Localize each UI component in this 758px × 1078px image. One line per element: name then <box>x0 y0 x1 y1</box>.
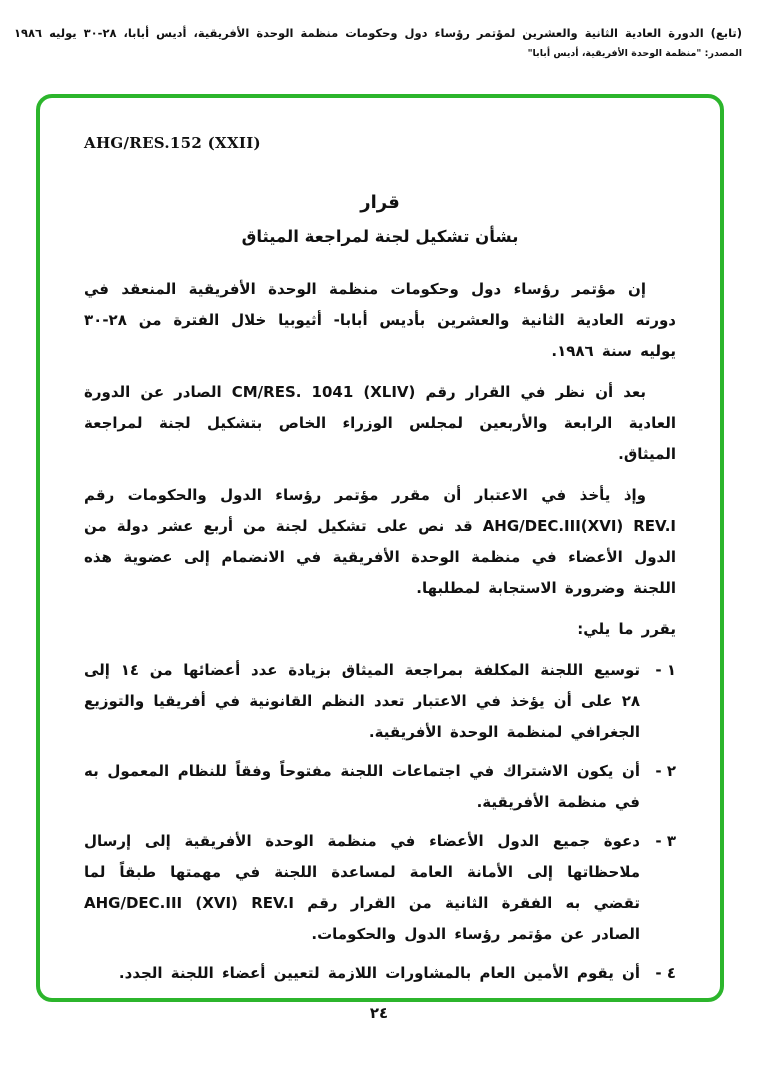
preamble-paragraph: بعد أن نظر في القرار رقم ‎CM/RES. 1041 (XLIV)‎ الصادر عن الدورة العادية الرابعة والأربعين لمجلس الوزراء الخاص بتشكيل لجنة لمراجعة الميثاق. <box>84 383 676 463</box>
item-number: ٢ - <box>655 762 676 780</box>
resolution-subtitle: بشأن تشكيل لجنة لمراجعة الميثاق <box>241 227 519 246</box>
resolution-title: قرار <box>360 192 400 213</box>
item-text: أن يقوم الأمين العام بالمشاورات اللازمة لتعيين أعضاء اللجنة الجدد. <box>118 964 640 982</box>
resolution-item <box>84 958 676 989</box>
resolution-reference: AHG/RES.152 (XXII) <box>84 134 261 152</box>
item-text: توسيع اللجنة المكلفة بمراجعة الميثاق بزيادة عدد أعضائها من ١٤ إلى ٢٨ على أن يؤخذ في الاعتبار تعدد النظم القانونية في أفريقيا والتوزيع الجغرافي لمنظمة الوحدة الأفريقية. <box>84 661 641 741</box>
preamble-paragraph: وإذ يأخذ في الاعتبار أن مقرر مؤتمر رؤساء الدول والحكومات رقم ‎AHG/DEC.III(XVI) REV.I‎ قد نص على تشكيل لجنة من أربع عشر دولة من الدول الأعضاء في منظمة الوحدة الأفريقية في الانضمام إلى عضوية هذه اللجنة وضرورة الاستجابة لمطلبها. <box>84 486 676 597</box>
document-frame <box>36 94 724 1002</box>
resolution-item <box>84 756 676 818</box>
resolution-item <box>84 655 676 748</box>
resolution-body <box>84 274 676 989</box>
item-text: دعوة جميع الدول الأعضاء في منظمة الوحدة الأفريقية إلى إرسال ملاحظاتها إلى الأمانة العامة لمساعدة اللجنة في مهمتها طبقاً لما تقضي به الفقرة الثانية من القرار رقم ‎AHG/DEC.III (XVI) REV.I‎ الصادر عن مؤتمر رؤساء الدول والحكومات. <box>84 832 640 943</box>
preamble-paragraph: إن مؤتمر رؤساء دول وحكومات منظمة الوحدة الأفريقية المنعقد في دورته العادية الثانية والعشرين بأديس أبابا- أثيوبيا خلال الفترة من ٢٨-٣٠ يوليه سنة ١٩٨٦. <box>84 280 676 360</box>
decides-line: يقرر ما يلي: <box>577 620 676 638</box>
header-source: المصدر: "منظمة الوحدة الأفريقية، أديس أبابا" <box>527 48 742 59</box>
item-number: ١ - <box>655 661 676 679</box>
page-footer <box>0 1003 758 1022</box>
page-number: ٢٤ <box>369 1004 389 1022</box>
item-number: ٤ - <box>655 964 676 982</box>
resolution-item <box>84 826 676 950</box>
item-text: أن يكون الاشتراك في اجتماعات اللجنة مفتوحاً وفقاً للنظام المعمول به في منظمة الأفريقية. <box>84 762 640 811</box>
header-citation: (تابع) الدورة العادية الثانية والعشرين لمؤتمر رؤساء دول وحكومات منظمة الوحدة الأفريقية، أديس أبابا، ٢٨-٣٠ يوليه ١٩٨٦ <box>14 26 742 40</box>
item-number: ٣ - <box>655 832 676 850</box>
page-header <box>14 26 742 59</box>
